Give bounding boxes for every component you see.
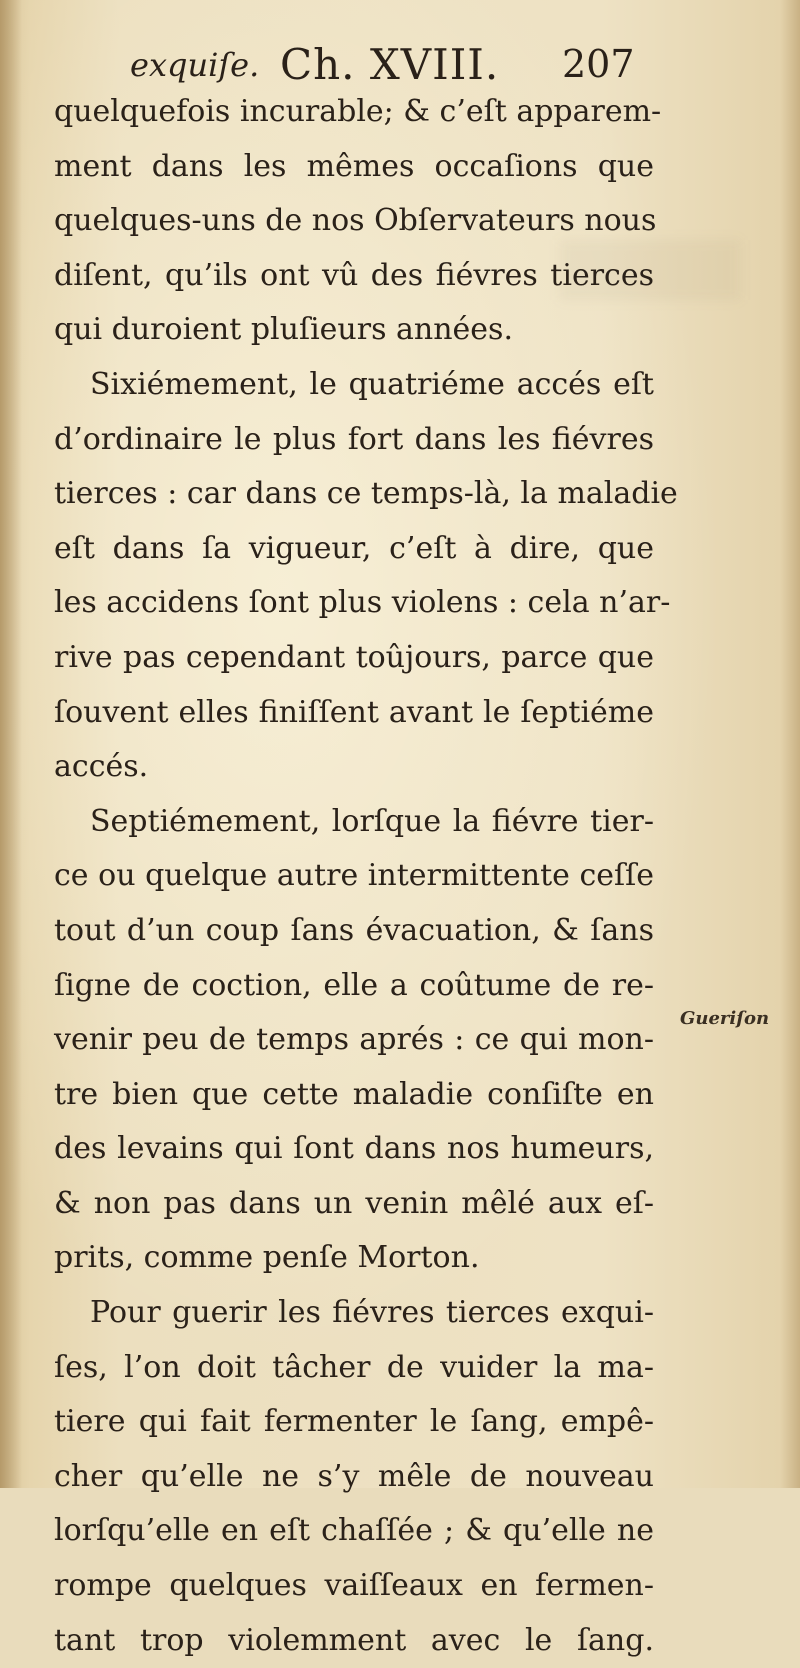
text-line: tierces : car dans ce temps-là, la maladie [54,476,678,512]
text-line: d’ordinaire le plus fort dans les fiévres [54,421,654,457]
spine-shadow [0,0,22,1488]
text-line: tiere qui fait fermenter le ſang, empê- [54,1404,654,1440]
text-line: tout d’un coup ſans évacuation, & ſans [54,912,654,948]
text-line: ce ou quelque autre intermittente ceſſe [54,858,654,894]
running-title: exquiſe. [130,46,260,84]
text-line: venir peu de temps aprés : ce qui mon- [54,1022,654,1058]
text-line: des levains qui ſont dans nos humeurs, [54,1131,654,1167]
text-line: tant trop violemment avec le ſang. [54,1622,654,1658]
text-line: qui duroient pluſieurs années. [54,312,513,348]
text-line: prits, comme penſe Morton. [54,1240,480,1276]
text-line: ſouvent elles finiſſent avant le ſeptiéme [54,694,654,730]
text-line: cher qu’elle ne s’y mêle de nouveau [54,1458,654,1494]
text-line: quelques-uns de nos Obſervateurs nous [54,203,657,239]
text-line: quelquefois incurable; & c’eſt apparem- [54,94,662,129]
text-line: Pour guerir les fiévres tierces exqui- [90,1295,654,1331]
page-number: 207 [562,42,635,86]
text-line: lorſqu’elle en eſt chaſſée ; & qu’elle ne [54,1513,654,1549]
chapter-heading: Ch. XVIII. [280,40,500,89]
text-line: ſes, l’on doit tâcher de vuider la ma- [54,1349,654,1385]
body-text [54,85,678,1668]
text-line: Sixiémement, le quatriéme accés eſt [90,366,654,402]
text-line: eſt dans ſa vigueur, c’eſt à dire, que [54,530,654,566]
text-line: ment dans les mêmes occaſions que [54,148,654,184]
text-line: ſigne de coction, elle a coûtume de re- [54,967,654,1003]
text-line: diſent, qu’ils ont vû des fiévres tierces [54,257,654,293]
text-line: tre bien que cette maladie conſiſte en [54,1076,654,1112]
text-line: & non pas dans un venin mêlé aux eſ- [54,1185,654,1221]
text-line: rompe quelques vaiſſeaux en fermen- [54,1568,654,1604]
text-line: les accidens ſont plus violens : cela n’ar- [54,585,671,621]
text-line: Septiémement, lorſque la fiévre tier- [90,803,654,839]
text-line: rive pas cependant toûjours, parce que [54,639,654,675]
text-line: accés. [54,749,149,785]
margin-note: Gueriſon [680,1008,770,1029]
